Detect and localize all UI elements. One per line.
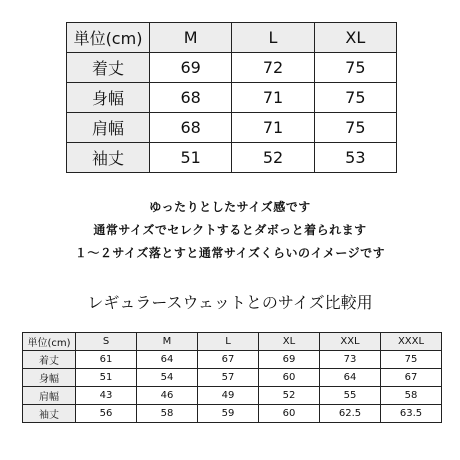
row-label-cell: 身幅 bbox=[67, 83, 150, 113]
value-cell: 55 bbox=[320, 387, 381, 405]
value-cell: 64 bbox=[137, 351, 198, 369]
table-row bbox=[67, 113, 397, 143]
size-table-main bbox=[66, 22, 397, 173]
unit-header-cell: 単位(cm) bbox=[23, 333, 76, 351]
value-cell: 59 bbox=[198, 405, 259, 423]
size-header-cell: M bbox=[137, 333, 198, 351]
value-cell: 58 bbox=[381, 387, 442, 405]
value-cell: 53 bbox=[314, 143, 396, 173]
unit-header-cell: 単位(cm) bbox=[67, 23, 150, 53]
value-cell: 43 bbox=[76, 387, 137, 405]
value-cell: 68 bbox=[150, 113, 232, 143]
value-cell: 68 bbox=[150, 83, 232, 113]
value-cell: 67 bbox=[198, 351, 259, 369]
value-cell: 56 bbox=[76, 405, 137, 423]
table-row bbox=[23, 369, 442, 387]
size-header-cell: M bbox=[150, 23, 232, 53]
row-label-cell: 着丈 bbox=[23, 351, 76, 369]
fit-note-line: １～２サイズ落とすと通常サイズくらいのイメージです bbox=[74, 246, 386, 260]
row-label-cell: 袖丈 bbox=[23, 405, 76, 423]
row-label-cell: 袖丈 bbox=[67, 143, 150, 173]
value-cell: 75 bbox=[314, 53, 396, 83]
size-header-cell: S bbox=[76, 333, 137, 351]
value-cell: 51 bbox=[150, 143, 232, 173]
size-header-cell: L bbox=[198, 333, 259, 351]
value-cell: 63.5 bbox=[381, 405, 442, 423]
value-cell: 46 bbox=[137, 387, 198, 405]
size-header-cell: L bbox=[232, 23, 314, 53]
value-cell: 75 bbox=[381, 351, 442, 369]
fit-note-line: 通常サイズでセレクトするとダボっと着られます bbox=[93, 223, 367, 237]
table-header-row bbox=[67, 23, 397, 53]
size-header-cell: XXL bbox=[320, 333, 381, 351]
comparison-table-title: レギュラースウェットとのサイズ比較用 bbox=[87, 293, 373, 312]
value-cell: 60 bbox=[259, 369, 320, 387]
fit-note-line: ゆったりとしたサイズ感です bbox=[149, 200, 311, 214]
size-header-cell: XXXL bbox=[381, 333, 442, 351]
value-cell: 73 bbox=[320, 351, 381, 369]
value-cell: 67 bbox=[381, 369, 442, 387]
value-cell: 51 bbox=[76, 369, 137, 387]
value-cell: 64 bbox=[320, 369, 381, 387]
value-cell: 60 bbox=[259, 405, 320, 423]
value-cell: 58 bbox=[137, 405, 198, 423]
value-cell: 52 bbox=[259, 387, 320, 405]
row-label-cell: 着丈 bbox=[67, 53, 150, 83]
row-label-cell: 肩幅 bbox=[23, 387, 76, 405]
value-cell: 61 bbox=[76, 351, 137, 369]
table-row bbox=[23, 351, 442, 369]
value-cell: 62.5 bbox=[320, 405, 381, 423]
row-label-cell: 肩幅 bbox=[67, 113, 150, 143]
value-cell: 49 bbox=[198, 387, 259, 405]
value-cell: 71 bbox=[232, 83, 314, 113]
table-row bbox=[67, 83, 397, 113]
value-cell: 54 bbox=[137, 369, 198, 387]
size-header-cell: XL bbox=[259, 333, 320, 351]
size-header-cell: XL bbox=[314, 23, 396, 53]
table-row bbox=[67, 143, 397, 173]
value-cell: 75 bbox=[314, 113, 396, 143]
size-table-comparison bbox=[22, 332, 442, 423]
table-header-row bbox=[23, 333, 442, 351]
fit-notes bbox=[0, 196, 460, 265]
table-row bbox=[23, 405, 442, 423]
value-cell: 75 bbox=[314, 83, 396, 113]
value-cell: 71 bbox=[232, 113, 314, 143]
value-cell: 69 bbox=[259, 351, 320, 369]
table-row bbox=[67, 53, 397, 83]
value-cell: 52 bbox=[232, 143, 314, 173]
value-cell: 57 bbox=[198, 369, 259, 387]
table-row bbox=[23, 387, 442, 405]
value-cell: 72 bbox=[232, 53, 314, 83]
row-label-cell: 身幅 bbox=[23, 369, 76, 387]
value-cell: 69 bbox=[150, 53, 232, 83]
